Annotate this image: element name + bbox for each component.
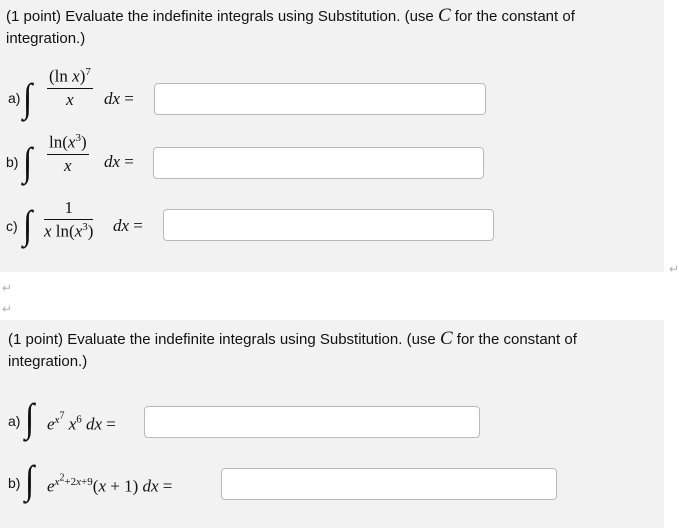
problem-1-intro: (1 point) Evaluate the indefinite integrals using Substitution. (use C for the constant of integration.): [6, 5, 575, 47]
constant-symbol: C: [439, 328, 453, 349]
part-label: b): [6, 154, 19, 170]
integral-sign: ∫: [22, 139, 33, 184]
fraction: [47, 66, 93, 110]
integral-sign: ∫: [24, 457, 35, 502]
differential: dx =: [104, 152, 134, 171]
part-label: b): [8, 475, 21, 491]
fraction: [47, 132, 89, 176]
return-mark: ↵: [2, 281, 13, 295]
denominator: x $\ln(x^3)$: [44, 221, 94, 241]
constant-symbol: C: [437, 5, 451, 26]
part-label: a): [8, 90, 21, 106]
differential: dx =: [113, 216, 143, 235]
return-mark: ↵: [669, 262, 679, 276]
numerator: $\ln(x^3)$: [49, 132, 87, 152]
answer-input-b[interactable]: [153, 147, 484, 179]
numerator: 1: [64, 198, 73, 217]
differential: dx =: [104, 89, 134, 108]
answer-input-b[interactable]: [221, 468, 557, 500]
integral-sign: ∫: [22, 202, 33, 247]
answer-input-a[interactable]: [154, 83, 486, 115]
answer-input-c[interactable]: [163, 209, 494, 241]
part-label: a): [8, 413, 21, 429]
integrand: $e^{x^2+2x+9}(x + 1)$ dx =: [47, 472, 173, 496]
problem-2-intro: (1 point) Evaluate the indefinite integrals using Substitution. (use C for the constant of integration.): [8, 328, 577, 370]
answer-input-a[interactable]: [144, 406, 480, 438]
denominator: x: [66, 89, 74, 109]
problem-2-panel: [0, 320, 664, 528]
integral-sign: ∫: [24, 395, 35, 440]
denominator: x: [64, 155, 72, 175]
integrand: $e^{x^7}$ $x^6$ dx =: [47, 410, 116, 434]
fraction: [44, 198, 93, 242]
return-mark: ↵: [2, 302, 13, 316]
part-label: c): [6, 218, 18, 234]
numerator: (ln x)$^7$: [49, 66, 91, 86]
integral-sign: ∫: [22, 75, 33, 120]
